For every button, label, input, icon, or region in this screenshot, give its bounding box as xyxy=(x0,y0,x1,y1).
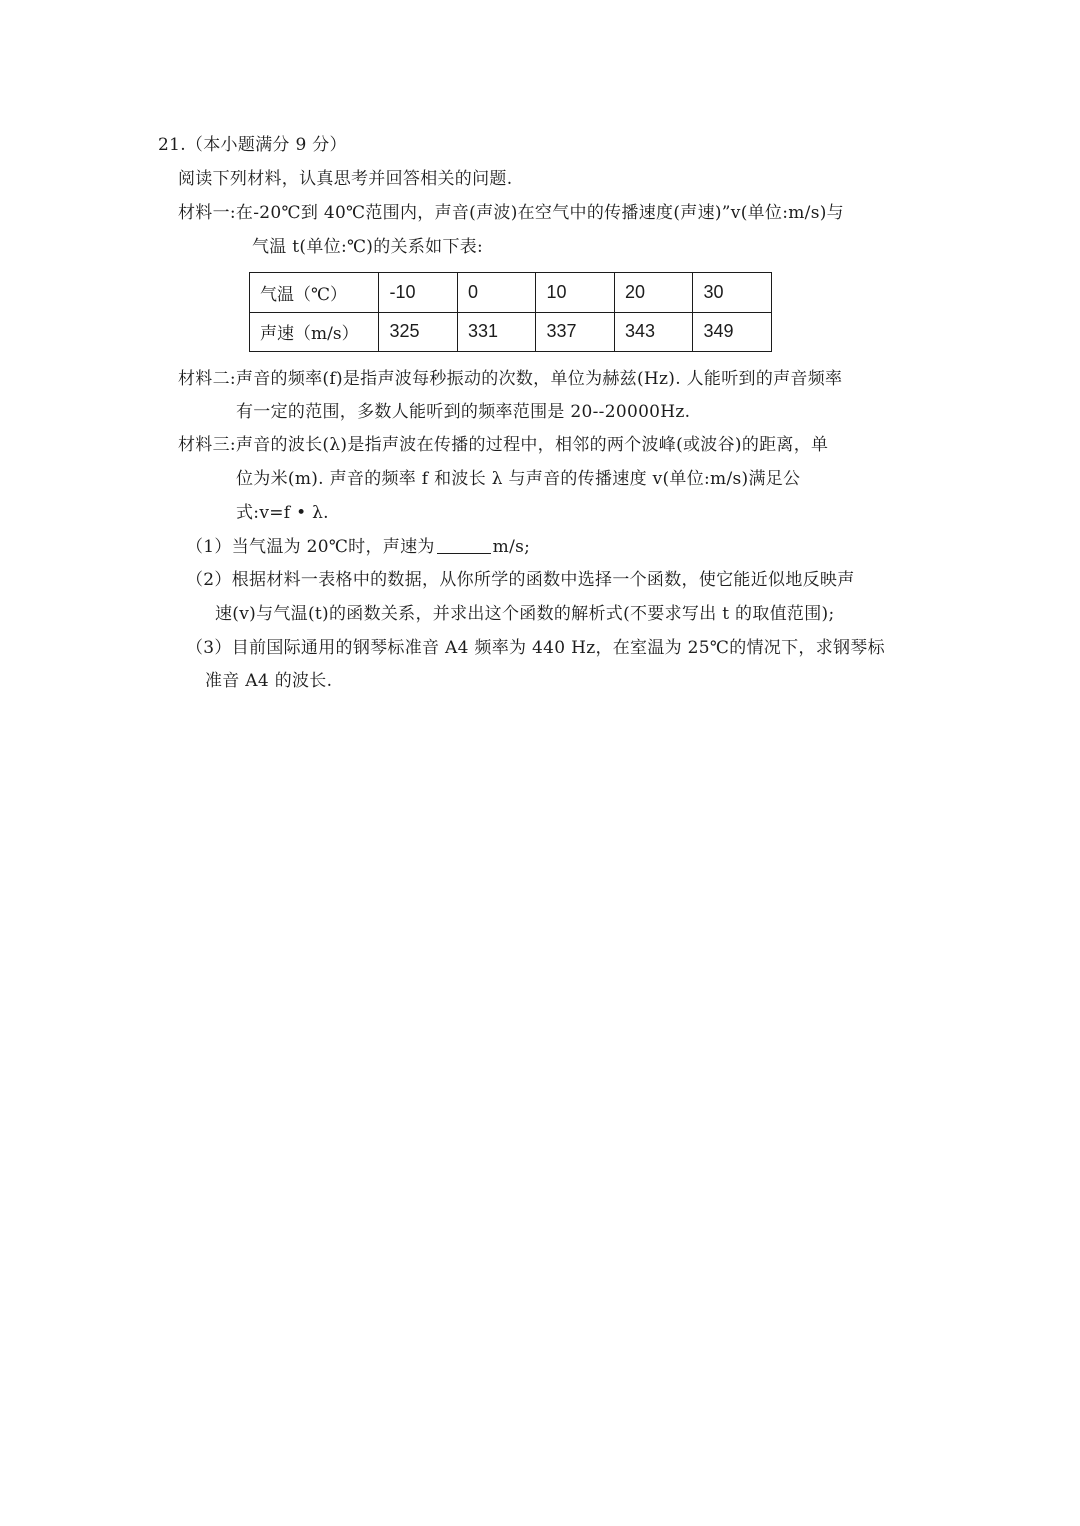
temperature-cell: -10 xyxy=(379,273,458,313)
material-one-line-2: 气温 t(单位:℃)的关系如下表: xyxy=(252,237,484,257)
sub-question-3-line-1: （3）目前国际通用的钢琴标准音 A4 频率为 440 Hz，在室温为 25℃的情况下，求钢琴标 xyxy=(186,638,885,658)
material-one-line-1: 材料一:在-20℃到 40℃范围内，声音(声波)在空气中的传播速度(声速)”v(单位:m/s)与 xyxy=(178,203,844,223)
question-intro: 阅读下列材料，认真思考并回答相关的问题. xyxy=(178,169,513,189)
material-two-line-1: 材料二:声音的频率(f)是指声波每秒振动的次数，单位为赫兹(Hz). 人能听到的声音频率 xyxy=(178,369,843,389)
temperature-cell: 30 xyxy=(693,273,772,313)
row-label-speed: 声速（m/s） xyxy=(250,312,379,352)
speed-cell: 349 xyxy=(693,312,772,352)
table-row-speed xyxy=(250,312,772,352)
speed-cell: 331 xyxy=(457,312,536,352)
sub-question-2-line-1: （2）根据材料一表格中的数据，从你所学的函数中选择一个函数，使它能近似地反映声 xyxy=(186,570,855,590)
sub-question-1-text: （1）当气温为 20℃时，声速为 xyxy=(186,537,435,557)
material-two-line-2: 有一定的范围，多数人能听到的频率范围是 20--20000Hz. xyxy=(236,402,691,422)
temperature-cell: 20 xyxy=(614,273,693,313)
row-label-temperature: 气温（℃） xyxy=(250,273,379,313)
sub-question-3-line-2: 准音 A4 的波长. xyxy=(205,671,333,691)
speed-cell: 343 xyxy=(614,312,693,352)
answer-blank[interactable] xyxy=(437,537,491,554)
table-row-temperature xyxy=(250,273,772,313)
sub-question-1-unit: m/s; xyxy=(492,537,531,557)
speed-cell: 337 xyxy=(536,312,615,352)
speed-cell: 325 xyxy=(379,312,458,352)
temperature-speed-table xyxy=(249,272,772,352)
temperature-cell: 10 xyxy=(536,273,615,313)
temperature-cell: 0 xyxy=(457,273,536,313)
material-three-line-2: 位为米(m). 声音的频率 f 和波长 λ 与声音的传播速度 v(单位:m/s)满足公 xyxy=(236,469,801,489)
question-title: 21.（本小题满分 9 分） xyxy=(158,135,347,155)
sub-question-2-line-2: 速(v)与气温(t)的函数关系，并求出这个函数的解析式(不要求写出 t 的取值范围); xyxy=(215,604,835,624)
material-three-line-3: 式:v=f • λ. xyxy=(236,503,329,523)
material-three-line-1: 材料三:声音的波长(λ)是指声波在传播的过程中，相邻的两个波峰(或波谷)的距离，单 xyxy=(178,435,829,455)
